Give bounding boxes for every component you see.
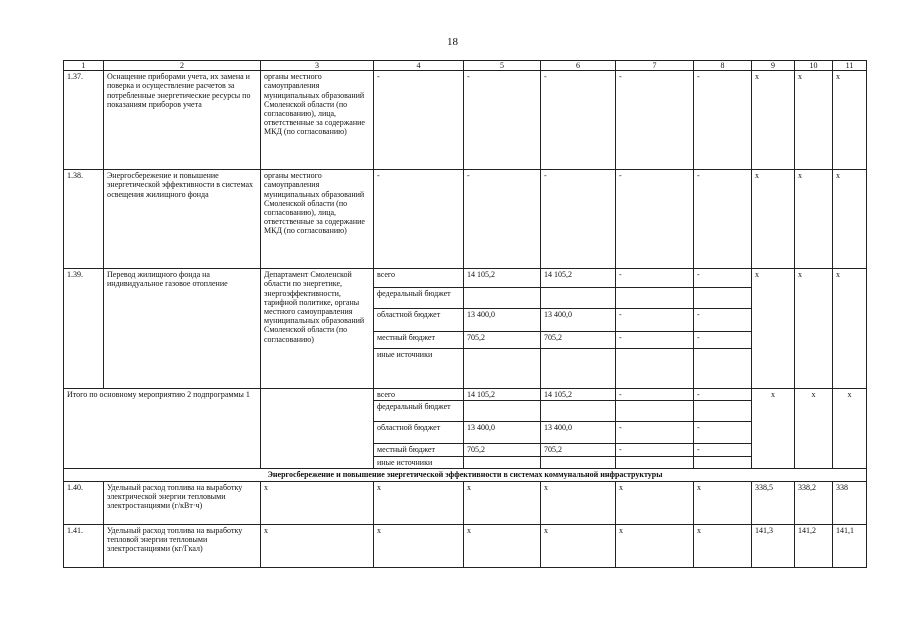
cell (616, 401, 694, 422)
funding-source: областной бюджет (374, 309, 464, 332)
col-header-1: 1 (64, 61, 104, 71)
cell (616, 349, 694, 389)
funding-source: федеральный бюджет (374, 401, 464, 422)
col-header-7: 7 (616, 61, 694, 71)
cell: 705,2 (464, 332, 541, 349)
col-header-2: 2 (104, 61, 261, 71)
total-label: Итого по основному мероприятию 2 подпрограммы 1 (64, 389, 261, 469)
table-row (64, 71, 867, 170)
cell: 705,2 (541, 332, 616, 349)
section-title: Энергосбережение и повышение энергетической эффективности в системах коммунальной инфраструктуры (64, 468, 867, 481)
cell: x (752, 389, 795, 469)
row-number: 1.40. (64, 481, 104, 524)
table-row (64, 524, 867, 567)
cell: x (752, 170, 795, 269)
cell: 14 105,2 (464, 269, 541, 288)
cell: - (541, 170, 616, 269)
cell: - (616, 71, 694, 170)
cell (464, 349, 541, 389)
column-number-row (64, 61, 867, 71)
program-table (63, 60, 867, 568)
page-number: 18 (447, 36, 458, 48)
cell: x (752, 71, 795, 170)
measure-name: Удельный расход топлива на выработку электрической энергии тепловыми электростанциями (г/кВт·ч) (104, 481, 261, 524)
executor: органы местного самоуправления муниципальных образований Смоленской области (по согласованию), лица, ответственные за содержание МКД (по согласованию) (261, 71, 374, 170)
cell: - (616, 332, 694, 349)
cell: - (616, 389, 694, 401)
cell: 13 400,0 (464, 309, 541, 332)
funding-source: иные источники (374, 349, 464, 389)
executor: органы местного самоуправления муниципальных образований Смоленской области (по согласованию), лица, ответственные за содержание МКД (по согласованию) (261, 170, 374, 269)
table-row (64, 170, 867, 269)
cell: - (694, 309, 752, 332)
cell (261, 389, 374, 469)
cell: 14 105,2 (464, 389, 541, 401)
cell (541, 401, 616, 422)
cell: - (694, 422, 752, 444)
cell: - (616, 269, 694, 288)
cell: 338,2 (795, 481, 833, 524)
cell: 14 105,2 (541, 389, 616, 401)
cell (616, 456, 694, 468)
cell: - (616, 309, 694, 332)
funding-source: местный бюджет (374, 444, 464, 456)
cell: - (374, 71, 464, 170)
cell: x (261, 524, 374, 567)
cell: x (795, 71, 833, 170)
cell: x (616, 524, 694, 567)
col-header-3: 3 (261, 61, 374, 71)
cell: x (833, 389, 867, 469)
cell: 705,2 (464, 444, 541, 456)
cell: 338,5 (752, 481, 795, 524)
col-header-10: 10 (795, 61, 833, 71)
cell (616, 288, 694, 309)
cell: - (464, 170, 541, 269)
cell (694, 349, 752, 389)
col-header-5: 5 (464, 61, 541, 71)
row-number: 1.38. (64, 170, 104, 269)
table-row (64, 269, 867, 288)
cell: x (541, 524, 616, 567)
cell: x (833, 269, 867, 389)
cell: 13 400,0 (541, 422, 616, 444)
measure-name: Энергосбережение и повышение энергетической эффективности в системах освещения жилищного фонда (104, 170, 261, 269)
cell (464, 456, 541, 468)
cell: - (694, 170, 752, 269)
cell: - (616, 170, 694, 269)
cell: 13 400,0 (464, 422, 541, 444)
cell: - (694, 389, 752, 401)
table-row (64, 481, 867, 524)
cell: 14 105,2 (541, 269, 616, 288)
cell: - (616, 444, 694, 456)
measure-name: Оснащение приборами учета, их замена и поверка и осуществление расчетов за потребленные энергетические ресурсы по показаниям приборов учета (104, 71, 261, 170)
cell: x (616, 481, 694, 524)
section-row (64, 468, 867, 481)
cell (464, 288, 541, 309)
cell: - (616, 422, 694, 444)
cell: x (374, 524, 464, 567)
cell: x (795, 170, 833, 269)
cell: x (464, 481, 541, 524)
row-number: 1.39. (64, 269, 104, 389)
col-header-11: 11 (833, 61, 867, 71)
funding-source: областной бюджет (374, 422, 464, 444)
cell: x (261, 481, 374, 524)
cell (464, 401, 541, 422)
cell: 141,1 (833, 524, 867, 567)
col-header-8: 8 (694, 61, 752, 71)
cell: - (541, 71, 616, 170)
cell: x (752, 269, 795, 389)
cell (694, 456, 752, 468)
cell (694, 288, 752, 309)
cell: x (833, 71, 867, 170)
cell (541, 456, 616, 468)
row-number: 1.37. (64, 71, 104, 170)
cell: x (694, 524, 752, 567)
cell: - (464, 71, 541, 170)
cell: 705,2 (541, 444, 616, 456)
cell (541, 288, 616, 309)
cell: x (795, 269, 833, 389)
cell: x (694, 481, 752, 524)
cell: - (374, 170, 464, 269)
cell: 141,2 (795, 524, 833, 567)
cell: x (833, 170, 867, 269)
funding-source: всего (374, 389, 464, 401)
cell: - (694, 71, 752, 170)
cell: x (374, 481, 464, 524)
col-header-4: 4 (374, 61, 464, 71)
cell: 13 400,0 (541, 309, 616, 332)
funding-source: федеральный бюджет (374, 288, 464, 309)
measure-name: Удельный расход топлива на выработку тепловой энергии тепловыми электростанциями (кг/Гкал) (104, 524, 261, 567)
cell (694, 401, 752, 422)
cell: 338 (833, 481, 867, 524)
col-header-6: 6 (541, 61, 616, 71)
funding-source: местный бюджет (374, 332, 464, 349)
col-header-9: 9 (752, 61, 795, 71)
cell: 141,3 (752, 524, 795, 567)
row-number: 1.41. (64, 524, 104, 567)
cell: x (795, 389, 833, 469)
funding-source: иные источники (374, 456, 464, 468)
total-row (64, 389, 867, 401)
cell: x (464, 524, 541, 567)
cell: - (694, 269, 752, 288)
executor: Департамент Смоленской области по энергетике, энергоэффективности, тарифной политике, органы местного самоуправления муниципальных образований Смоленской области (по согласованию) (261, 269, 374, 389)
funding-source: всего (374, 269, 464, 288)
cell: - (694, 444, 752, 456)
cell (541, 349, 616, 389)
cell: - (694, 332, 752, 349)
cell: x (541, 481, 616, 524)
measure-name: Перевод жилищного фонда на индивидуальное газовое отопление (104, 269, 261, 389)
